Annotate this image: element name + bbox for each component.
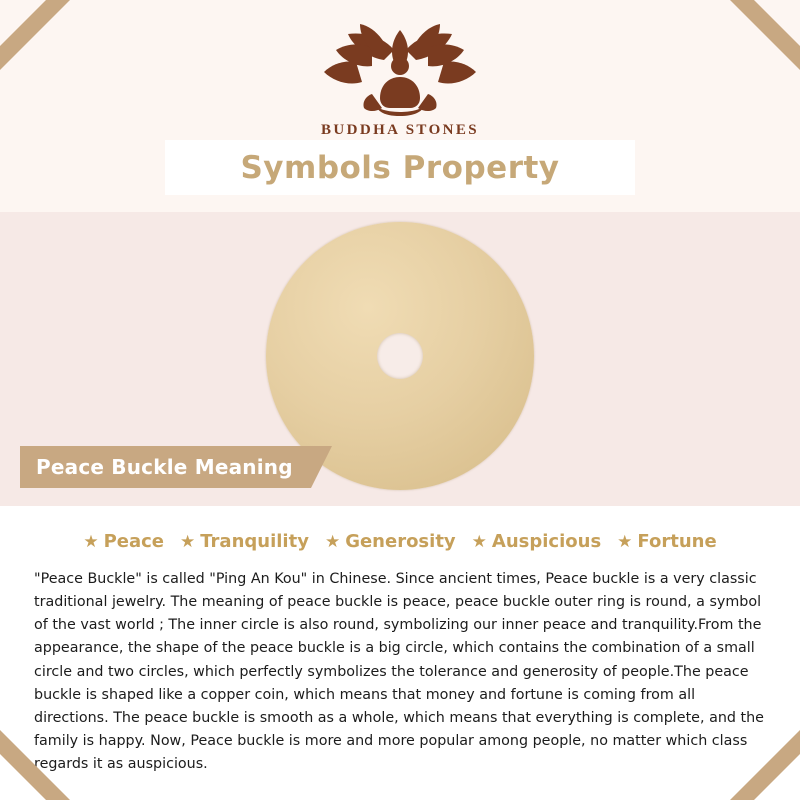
keyword-label: Tranquility — [200, 531, 309, 552]
title-bar — [165, 140, 635, 195]
star-icon: ★ — [471, 531, 487, 552]
star-icon: ★ — [180, 531, 196, 552]
keyword-item — [180, 531, 309, 552]
description-panel — [0, 506, 800, 800]
keyword-label: Fortune — [637, 531, 717, 552]
keyword-list — [0, 506, 800, 552]
keyword-label: Peace — [103, 531, 164, 552]
keyword-item — [617, 531, 717, 552]
page-title: Symbols Property — [240, 149, 560, 186]
description-paragraph: "Peace Buckle" is called "Ping An Kou" in Chinese. Since ancient times, Peace buckle is a very classic traditional jewelry. The meaning of peace buckle is peace, peace buckle outer ring is round, a symbol of the vast world ; The inner circle is also round, symbolizing our inner peace and tranquility.From the appearance, the shape of the peace buckle is a big circle, which contains the combination of a small circle and two circles, which perfectly symbolizes the tolerance and generosity of people.The peace buckle is shaped like a copper coin, which means that money and fortune is coming from all directions. The peace buckle is smooth as a whole, which means that everything is complete, and the family is happy. Now, Peace buckle is more and more popular among people, no matter which class regards it as auspicious. — [34, 571, 764, 773]
brand-block — [0, 18, 800, 139]
corner-decoration-top-left-inner — [0, 0, 46, 46]
lotus-meditation-icon — [310, 18, 490, 118]
star-icon: ★ — [83, 531, 99, 552]
corner-decoration-bottom-right-inner — [754, 754, 800, 800]
section-ribbon — [20, 446, 311, 488]
keyword-label: Auspicious — [491, 531, 602, 552]
corner-decoration-top-right-inner — [754, 0, 800, 46]
keyword-item — [325, 531, 456, 552]
keyword-label: Generosity — [345, 531, 456, 552]
keyword-item — [472, 531, 602, 552]
section-ribbon-label: Peace Buckle Meaning — [36, 455, 293, 479]
disc-center-hole — [377, 333, 423, 379]
star-icon: ★ — [617, 531, 633, 552]
star-icon: ★ — [324, 531, 341, 552]
keyword-item — [83, 531, 164, 552]
corner-decoration-bottom-left-inner — [0, 754, 46, 800]
brand-name: BUDDHA STONES — [320, 122, 480, 138]
